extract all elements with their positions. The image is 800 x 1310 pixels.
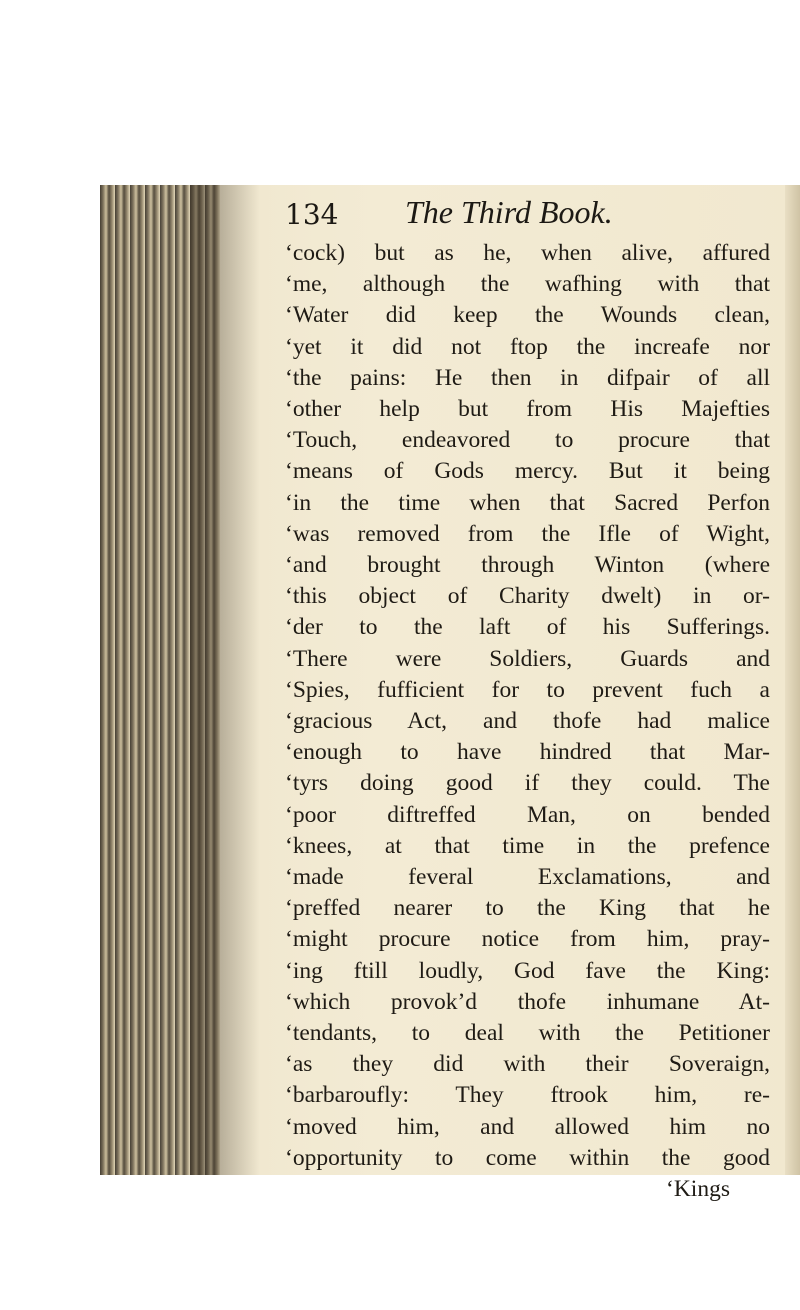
text-line: ‘barbaroufly: They ftrook him, re- [285, 1082, 770, 1109]
text-line: ‘yet it did not ftop the increafe nor [285, 333, 770, 360]
text-line: ‘and brought through Winton (where [285, 552, 770, 579]
text-line: ‘other help but from His Majefties [285, 396, 770, 423]
text-line: ‘moved him, and allowed him no [285, 1113, 770, 1140]
text-line: ‘knees, at that time in the prefence [285, 832, 770, 859]
text-line: ‘Touch, endeavored to procure that [285, 427, 770, 454]
text-line: ‘ing ftill loudly, God fave the King: [285, 957, 770, 984]
text-line: ‘the pains: He then in difpair of all [285, 364, 770, 391]
running-title: The Third Book. [405, 194, 613, 230]
text-line: ‘tyrs doing good if they could. The [285, 770, 770, 797]
text-line: ‘might procure notice from him, pray- [285, 926, 770, 953]
text-line: ‘me, although the wafhing with that [285, 271, 770, 298]
text-line: ‘in the time when that Sacred Perfon [285, 489, 770, 516]
spine-shadow [190, 185, 260, 1175]
catchword: ‘Kings [666, 1176, 730, 1203]
text-line: ‘enough to have hindred that Mar- [285, 739, 770, 766]
text-line: ‘poor diftreffed Man, on bended [285, 801, 770, 828]
page-edge [785, 185, 800, 1175]
text-line: ‘which provok’d thofe inhumane At- [285, 988, 770, 1015]
body-text [285, 238, 770, 1205]
text-line: ‘Water did keep the Wounds clean, [285, 302, 770, 329]
text-line: ‘made feveral Exclamations, and [285, 864, 770, 891]
text-line: ‘tendants, to deal with the Petitioner [285, 1020, 770, 1047]
text-line: ‘Spies, fufficient for to prevent fuch a [285, 676, 770, 703]
page-header [285, 190, 765, 236]
text-line: ‘There were Soldiers, Guards and [285, 645, 770, 672]
text-line: ‘preffed nearer to the King that he [285, 895, 770, 922]
text-line: ‘cock) but as he, when alive, affured [285, 240, 770, 266]
text-line: ‘opportunity to come within the good [285, 1144, 770, 1171]
text-line: ‘means of Gods mercy. But it being [285, 458, 770, 485]
text-line: ‘as they did with their Soveraign, [285, 1051, 770, 1078]
page-number: 134 [285, 198, 339, 231]
text-line: ‘was removed from the Ifle of Wight, [285, 520, 770, 547]
text-line: ‘der to the laft of his Sufferings. [285, 614, 770, 641]
text-line: ‘this object of Charity dwelt) in or- [285, 583, 770, 610]
text-line: ‘gracious Act, and thofe had malice [285, 708, 770, 735]
